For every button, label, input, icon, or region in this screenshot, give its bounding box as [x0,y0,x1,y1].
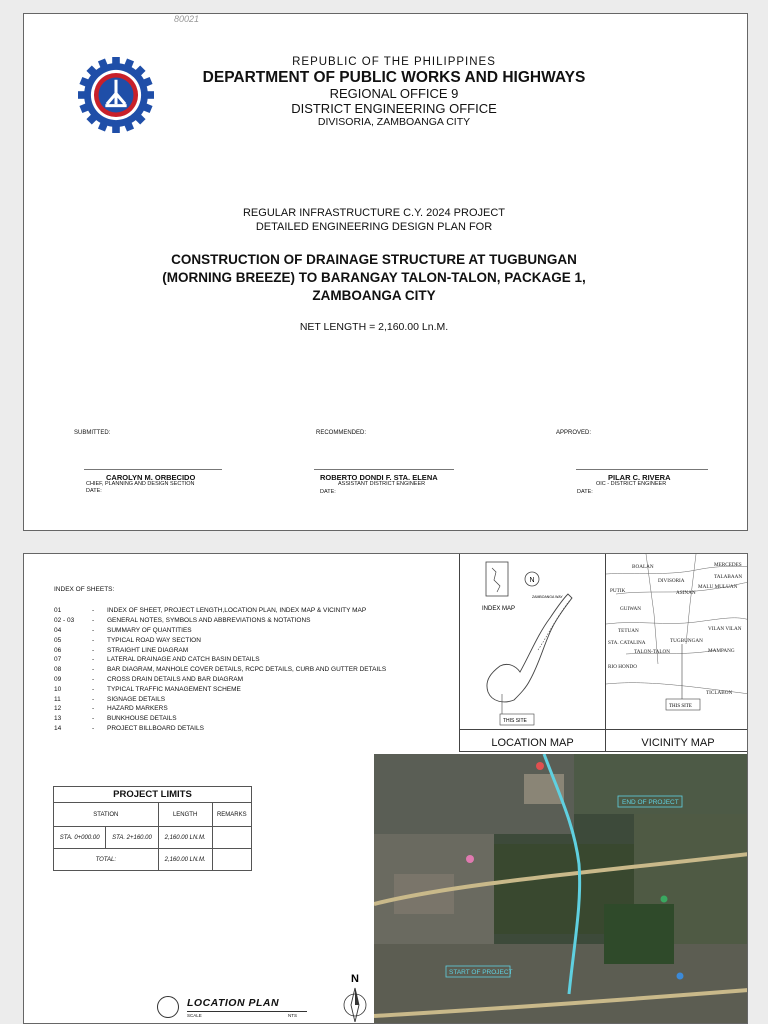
index-sheet [23,553,748,1024]
index-num: 04 [54,626,62,634]
vicinity-this-site: THIS SITE [669,704,692,709]
index-dash: - [92,636,95,644]
index-num: 01 [54,607,62,615]
index-desc: STRAIGHT LINE DIAGRAM [107,646,189,654]
index-desc: GENERAL NOTES, SYMBOLS AND ABBREVIATIONS & NOTATIONS [107,617,311,625]
station-to: STA. 2+160.00 [106,827,158,849]
index-desc: TYPICAL TRAFFIC MANAGEMENT SCHEME [107,685,241,693]
index-row [54,684,454,694]
place-label: MAMPANG [708,648,735,654]
index-row [54,694,454,704]
index-row [54,616,454,626]
location-map-drawing-icon [460,554,606,729]
approved-name: PILAR C. RIVERA [608,473,671,482]
republic-heading: REPUBLIC OF THE PHILIPPINES [292,56,496,68]
index-row [54,626,454,636]
start-of-project-label: START OF PROJECT [449,969,513,976]
place-label: GUIWAN [620,606,642,612]
project-limits-table [53,786,252,871]
index-num: 13 [54,715,62,723]
index-row [54,635,454,645]
index-dash: - [92,646,95,654]
place-label: TICLABON [706,690,733,696]
index-desc: BAR DIAGRAM, MANHOLE COVER DETAILS, RCPC DETAILS, CURB AND GUTTER DETAILS [107,666,387,674]
index-num: 09 [54,675,62,683]
index-dash: - [92,695,95,703]
index-num: 14 [54,724,62,732]
department-heading: DEPARTMENT OF PUBLIC WORKS AND HIGHWAYS [202,69,586,86]
index-num: 06 [54,646,62,654]
index-dash: - [92,685,95,693]
place-label: ASINAN [676,590,696,596]
maps-panel [459,554,748,752]
index-row [54,675,454,685]
place-label: PUTIK [610,588,626,594]
recommended-label: RECOMMENDED: [316,430,367,436]
net-length: NET LENGTH = 2,160.00 Ln.M. [299,321,449,333]
index-num: 08 [54,666,62,674]
project-title-line3: ZAMBOANGA CITY [312,288,436,303]
place-label: STA. CATALINA [608,640,646,646]
place-label: MERCEDES [714,562,742,568]
place-label: RIO HONDO [608,664,637,670]
place-label: TALABAAN [714,574,743,580]
index-num: 05 [54,636,62,644]
location-plan-symbol-icon [157,996,179,1018]
project-title-line1: CONSTRUCTION OF DRAINAGE STRUCTURE AT TUGBUNGAN [171,252,577,267]
location-north-text: N [529,577,535,584]
index-desc: HAZARD MARKERS [107,705,168,713]
station-from: STA. 0+000.00 [54,827,106,849]
submitted-label: SUBMITTED: [74,430,111,436]
submitted-position: CHIEF, PLANNING AND DESIGN SECTION [86,481,195,487]
approved-date-label: DATE: [577,489,593,495]
project-category: REGULAR INFRASTRUCTURE C.Y. 2024 PROJECT [242,207,506,219]
index-row [54,724,454,734]
index-desc: SIGNAGE DETAILS [107,695,166,703]
place-label: TALON-TALON [634,649,671,655]
place-label: TETUAN [618,628,639,634]
index-desc: TYPICAL ROAD WAY SECTION [107,636,201,644]
total-length: 2,160.00 LN.M. [158,849,212,871]
index-dash: - [92,607,95,615]
project-limits-title: PROJECT LIMITS [54,787,252,803]
total-label: TOTAL: [54,849,159,871]
vicinity-map [606,554,748,752]
place-label: TUGBUNGAN [670,638,703,644]
recommended-date-label: DATE: [320,489,336,495]
project-title-line2: (MORNING BREEZE) TO BARANGAY TALON-TALON, PACKAGE 1, [162,270,586,285]
place-label: MALU MULUAN [698,584,738,590]
regional-office: REGIONAL OFFICE 9 [329,86,459,101]
signature-line [84,469,222,470]
row-length: 2,160.00 LN.M. [158,827,212,849]
dpwh-logo-icon [78,57,154,133]
north-text: N [351,973,359,985]
col-station: STATION [54,803,159,827]
index-dash: - [92,715,95,723]
index-row [54,645,454,655]
approved-label: APPROVED: [556,430,592,436]
submitted-name: CAROLYN M. ORBECIDO [106,473,196,482]
vicinity-map-drawing-icon [606,554,748,729]
location-map-label: LOCATION MAP [491,737,574,749]
end-of-project-label: END OF PROJECT [622,799,679,806]
row-remarks [212,827,251,849]
place-label: BOALAN [632,564,654,570]
place-label: DIVISORIA [658,578,685,584]
index-desc: LATERAL DRAINAGE AND CATCH BASIN DETAILS [107,656,260,664]
index-num: 12 [54,705,62,713]
location-this-site: THIS SITE [503,718,527,724]
zamboanga-label: ZAMBOANGA WAY [532,595,563,599]
signature-line [314,469,454,470]
index-list [54,606,454,733]
approved-position: OIC - DISTRICT ENGINEER [596,481,667,487]
index-row [54,606,454,616]
location-plan-title: LOCATION PLAN [187,997,280,1009]
index-num: 02 - 03 [54,617,75,625]
recommended-position: ASSISTANT DISTRICT ENGINEER [338,481,426,487]
signature-line [576,469,708,470]
index-num: 10 [54,685,62,693]
office-address: DIVISORIA, ZAMBOANGA CITY [317,116,471,128]
total-remarks [212,849,251,871]
submitted-date-label: DATE: [86,488,102,494]
index-num: 11 [54,695,61,703]
index-num: 07 [54,656,62,664]
project-plan-type: DETAILED ENGINEERING DESIGN PLAN FOR [255,221,493,233]
index-desc: PROJECT BILLBOARD DETAILS [107,724,204,732]
index-dash: - [92,666,95,674]
index-dash: - [92,626,95,634]
location-map [460,554,606,752]
project-title [134,251,614,305]
index-dash: - [92,705,95,713]
index-dash: - [92,617,95,625]
maps-divider [460,729,748,730]
index-desc: INDEX OF SHEET, PROJECT LENGTH,LOCATION PLAN, INDEX MAP & VICINITY MAP [107,607,367,615]
index-row [54,714,454,724]
index-title: INDEX OF SHEETS: [54,586,115,593]
index-dash: - [92,675,95,683]
index-desc: SUMMARY OF QUANTITIES [107,626,192,634]
index-desc: CROSS DRAIN DETAILS AND BAR DIAGRAM [107,675,244,683]
scale-label: SCALE [187,1013,202,1018]
vicinity-map-label: VICINITY MAP [641,737,715,749]
index-row [54,655,454,665]
col-length: LENGTH [158,803,212,827]
index-row [54,665,454,675]
nts-label: NTS [288,1013,297,1018]
index-dash: - [92,724,95,732]
place-label: VILAN VILAN [708,626,742,632]
col-remarks: REMARKS [212,803,251,827]
north-arrow-icon [342,972,368,1022]
index-row [54,704,454,714]
location-plan-underline [187,1011,307,1012]
pencil-note: 80021 [174,14,200,24]
cover-sheet [23,13,748,531]
index-dash: - [92,656,95,664]
index-map-label: INDEX MAP [482,606,516,612]
recommended-name: ROBERTO DONDI F. STA. ELENA [320,473,438,482]
index-desc: BUNKHOUSE DETAILS [107,715,177,723]
aerial-photo [374,754,748,1024]
district-office: DISTRICT ENGINEERING OFFICE [291,101,497,116]
